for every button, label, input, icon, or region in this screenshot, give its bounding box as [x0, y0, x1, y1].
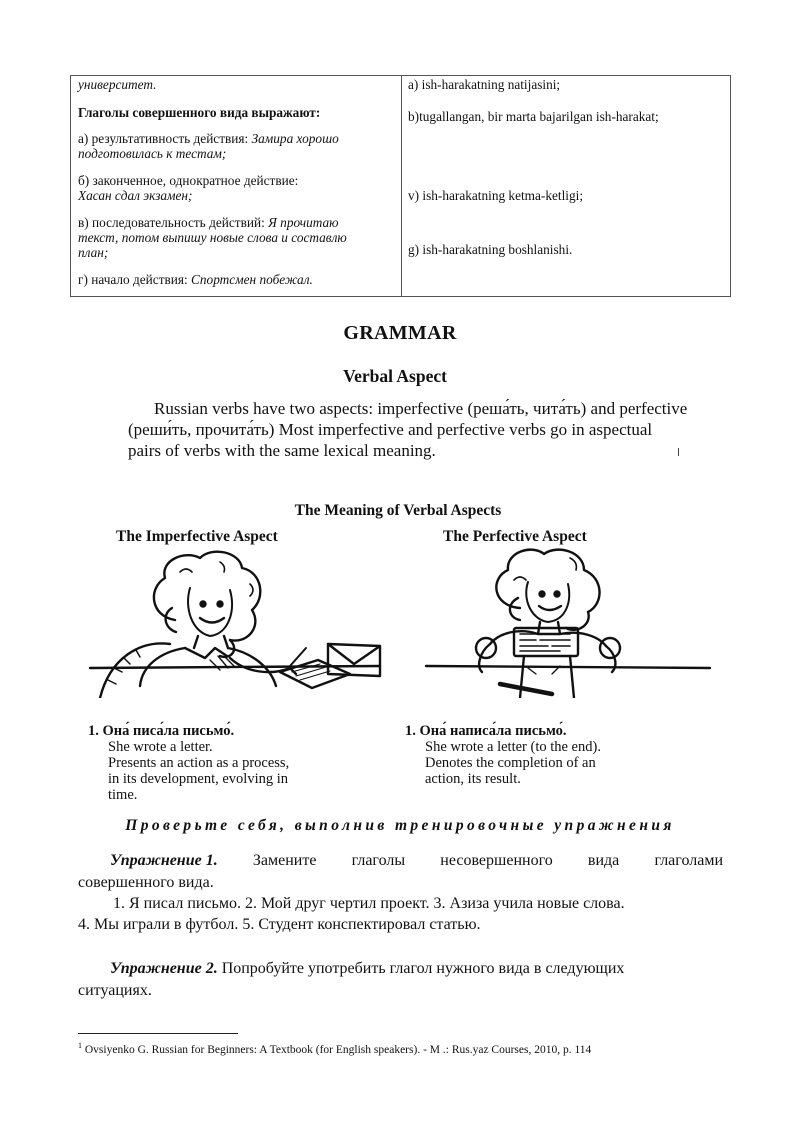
- table-column-divider: [401, 76, 402, 296]
- exercise-1-label: Упражнение 1.: [110, 852, 218, 869]
- meaning-title: The Meaning of Verbal Aspects: [294, 502, 502, 519]
- exercise-2-label: Упражнение 2.: [110, 960, 218, 977]
- imperfective-russian-line: 1. Она́ писа́ла письмо́.: [88, 723, 235, 739]
- perfective-heading-illustration: The Perfective Aspect: [443, 528, 587, 545]
- exercise-2-task-line: Упражнение 2. Попробуйте употребить глагол нужного вида в следующих: [110, 960, 625, 977]
- perfective-explanation: She wrote a letter (to the end). Denotes the completion of an action, its result.: [425, 739, 601, 787]
- exercise-1-sentences-line1: 1. Я писал письмо. 2. Мой друг чертил проект. 3. Азиза учила новые слова.: [113, 895, 625, 912]
- holding-letter-illustration: [420, 548, 720, 698]
- stray-mark: [678, 448, 679, 456]
- grammar-paragraph: Russian verbs have two aspects: imperfective (реша́ть, чита́ть) and perfective (реши́ть, прочита́ть) Most imperfective and perfective verbs go in aspectual pairs of verbs with the same lexical meaning.: [128, 399, 688, 460]
- perfective-example: [405, 723, 725, 787]
- table-left-top-line: университет.: [78, 77, 157, 92]
- grammar-title: GRAMMAR: [343, 322, 457, 344]
- table-left-item-v: в) последовательность действий: Я прочитаю текст, потом выпишу новые слова и составлю план;: [78, 215, 347, 260]
- perfective-heading: Глаголы совершенного вида выражают:: [78, 105, 321, 120]
- exercise-2-task-line2: ситуациях.: [78, 982, 152, 999]
- table-right-item-v: v) ish-harakatning ketma-ketligi;: [408, 188, 584, 203]
- exercise-1-sentences-line2: 4. Мы играли в футбол. 5. Студент конспектировал статью.: [78, 916, 481, 933]
- imperfective-heading: The Imperfective Aspect: [116, 528, 278, 545]
- table-left-item-g: г) начало действия: Спортсмен побежал.: [78, 272, 313, 287]
- footnote: $^1$ Ovsiyenko G. Russian for Beginners: A Textbook (for English speakers). - M .: Rus.yaz Courses, 2010, p. 114: [78, 1041, 592, 1056]
- imperfective-example: [88, 723, 388, 803]
- imperfective-explanation: She wrote a letter. Presents an action as a process, in its development, evolving in time.: [108, 739, 290, 803]
- check-yourself-heading: Проверьте себя, выполнив тренировочные упражнения: [125, 817, 675, 834]
- writing-woman-illustration: [80, 548, 400, 698]
- footnote-separator: [78, 1033, 238, 1034]
- exercise-1-task-line2: совершенного вида.: [78, 874, 214, 891]
- aspect-table: [70, 75, 731, 297]
- table-right-item-a: a) ish-harakatning natijasini;: [408, 77, 561, 92]
- grammar-subtitle: Verbal Aspect: [343, 366, 447, 386]
- exercise-1-task-line: Упражнение 1. Замените глаголы несовершенного вида глаголами: [110, 852, 723, 869]
- table-right-item-g: g) ish-harakatning boshlanishi.: [408, 242, 573, 257]
- perfective-russian-line: 1. Она́ написа́ла письмо́.: [405, 723, 567, 739]
- table-right-item-b: b)tugallangan, bir marta bajarilgan ish-harakat;: [408, 109, 659, 124]
- table-left-item-a: а) результативность действия: Замира хорошо подготовилась к тестам;: [78, 131, 339, 161]
- table-left-item-b: б) законченное, однократное действие: Хасан сдал экзамен;: [78, 173, 299, 203]
